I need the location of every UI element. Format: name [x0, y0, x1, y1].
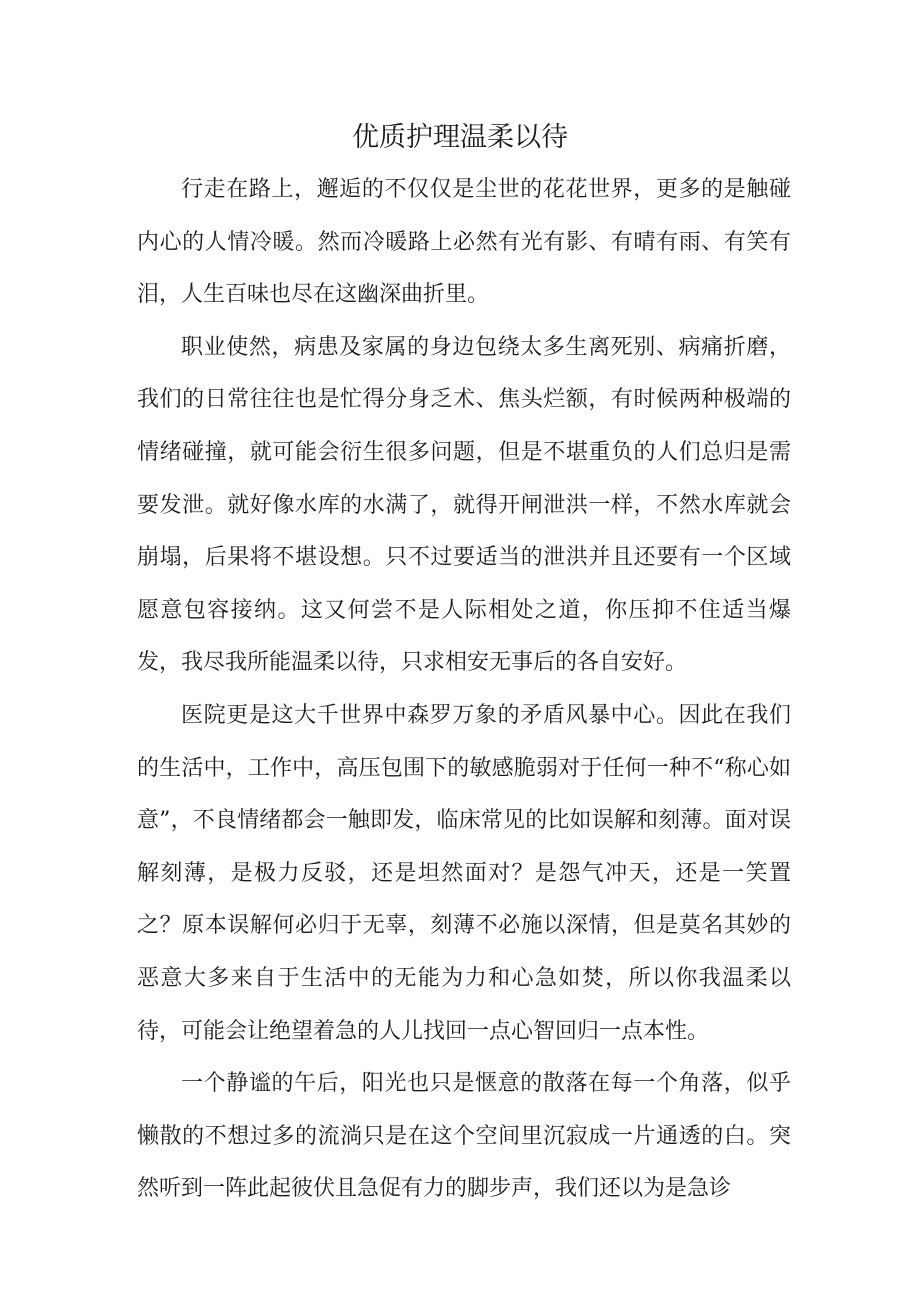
paragraph-1: 行走在路上，邂逅的不仅仅是尘世的花花世界，更多的是触碰内心的人情冷暖。然而冷暖路上必然有光有影、有晴有雨、有笑有泪，人生百味也尽在这幽深曲折里。	[137, 177, 791, 308]
paragraph-4: 一个静谧的午后，阳光也只是惬意的散落在每一个角落，似乎懒散的不想过多的流淌只是在这个空间里沉寂成一片通透的白。突然听到一阵此起彼伏且急促有力的脚步声，我们还以为是急诊	[137, 1071, 791, 1202]
paragraph-2: 职业使然，病患及家属的身边包绕太多生离死别、病痛折磨，我们的日常往往也是忙得分身乏术、焦头烂额，有时候两种极端的情绪碰撞，就可能会衍生很多问题，但是不堪重负的人们总归是需要发泄。就好像水库的水满了，就得开闸泄洪一样，不然水库就会崩塌，后果将不堪设想。只不过要适当的泄洪并且还要有一个区域愿意包容接纳。这又何尝不是人际相处之道，你压抑不住适当爆发，我尽我所能温柔以待，只求相安无事后的各自安好。	[137, 334, 791, 676]
document-title: 优质护理温柔以待	[352, 122, 568, 153]
paragraph-3: 医院更是这大千世界中森罗万象的矛盾风暴中心。因此在我们的生活中，工作中，高压包围下的敏感脆弱对于任何一种不“称心如意”，不良情绪都会一触即发，临床常见的比如误解和刻薄。面对误解刻薄，是极力反驳，还是坦然面对？是怨气冲天，还是一笑置之？原本误解何必归于无辜，刻薄不必施以深情，但是莫名其妙的恶意大多来自于生活中的无能为力和心急如焚，所以你我温柔以待，可能会让绝望着急的人儿找回一点心智回归一点本性。	[137, 702, 791, 1044]
document-body	[137, 164, 791, 1216]
